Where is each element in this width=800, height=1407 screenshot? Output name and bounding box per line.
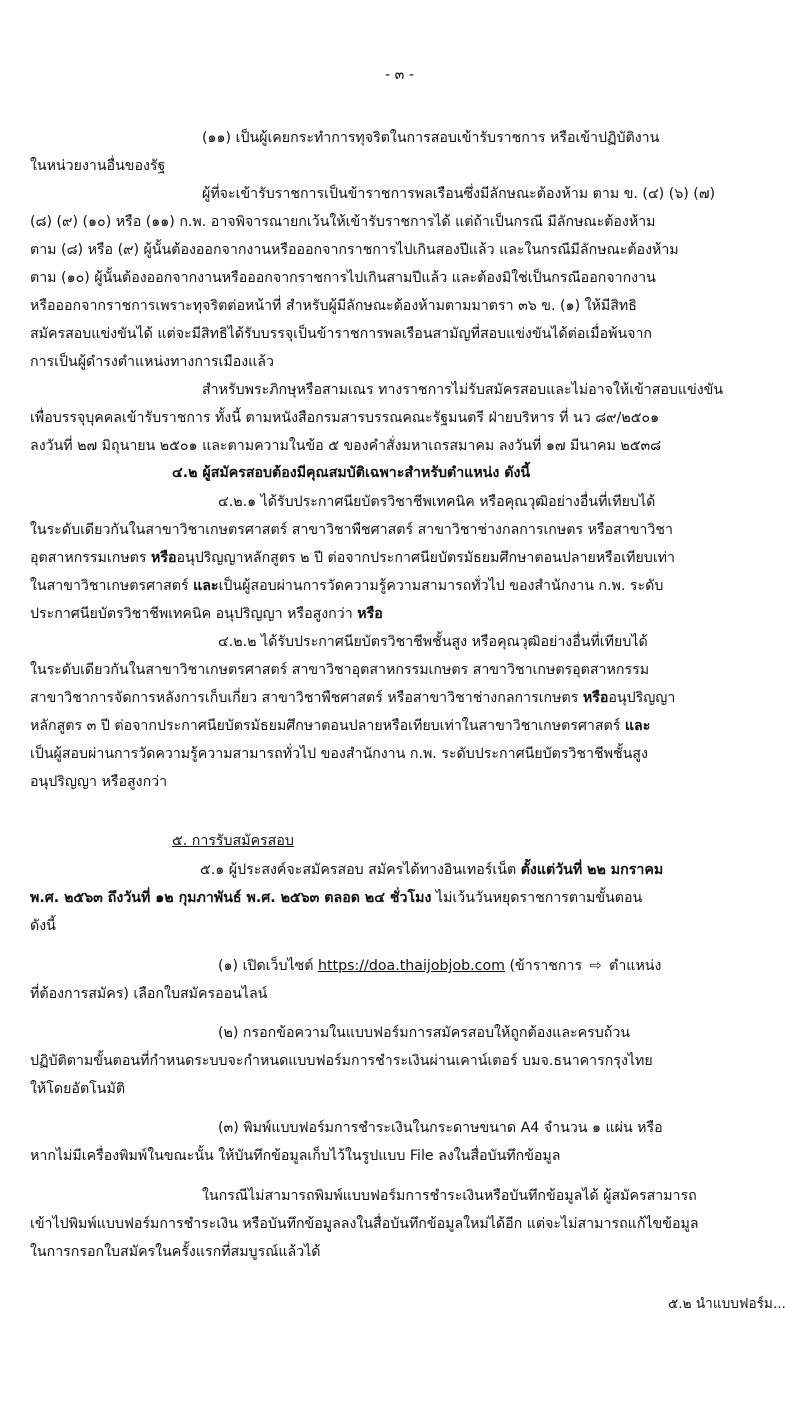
section-4-2-2-line-4: หลักสูตร ๓ ปี ต่อจากประกาศนียบัตรมัธยมศึกษาตอนปลายหรือเทียบเท่าในสาขาวิชาเกษตรศาสตร์ และ bbox=[30, 718, 651, 734]
exemption-line-1: ผู้ที่จะเข้ารับราชการเป็นข้าราชการพลเรือนซึ่งมีลักษณะต้องห้าม ตาม ข. (๔) (๖) (๗) bbox=[202, 186, 716, 202]
section-4-2-heading: ๔.๒ ผู้สมัครสอบต้องมีคุณสมบัติเฉพาะสำหรับตำแหน่ง ดังนี้ bbox=[172, 465, 531, 481]
section-5-1-line-1: ๕.๑ ผู้ประสงค์จะสมัครสอบ สมัครได้ทางอินเทอร์เน็ต ตั้งแต่วันที่ ๒๒ มกราคม bbox=[200, 862, 664, 878]
section-4-2-2-line-3: สาขาวิชาการจัดการหลังการเก็บเกี่ยว สาขาวิชาพืชศาสตร์ หรือสาขาวิชาช่างกลการเกษตร หรืออนุปริญญา bbox=[30, 690, 676, 706]
section-5-1-line-3: ดังนี้ bbox=[30, 918, 56, 934]
section-4-2-2-line-1: ๔.๒.๒ ได้รับประกาศนียบัตรวิชาชีพชั้นสูง หรือคุณวุฒิอย่างอื่นที่เทียบได้ bbox=[218, 634, 648, 650]
clause-11-line-1: (๑๑) เป็นผู้เคยกระทำการทุจริตในการสอบเข้ารับราชการ หรือเข้าปฏิบัติงาน bbox=[202, 130, 660, 146]
section-4-2-1-line-4: ในสาขาวิชาเกษตรศาสตร์ และเป็นผู้สอบผ่านการวัดความรู้ความสามารถทั่วไป ของสำนักงาน ก.พ. ระดับ bbox=[30, 578, 664, 594]
section-4-2-1-line-5: ประกาศนียบัตรวิชาชีพเทคนิค อนุปริญญา หรือสูงกว่า หรือ bbox=[30, 606, 383, 622]
exemption-line-4: ตาม (๑๐) ผู้นั้นต้องออกจากงานหรือออกจากราชการไปเกินสามปีแล้ว และต้องมิใช่เป็นกรณีออกจากงาน bbox=[30, 270, 656, 286]
monk-line-1: สำหรับพระภิกษุหรือสามเณร ทางราชการไม่รับสมัครสอบและไม่อาจให้เข้าสอบแข่งขัน bbox=[202, 382, 724, 398]
page-number: - ๓ - bbox=[385, 67, 414, 83]
section-5-heading: ๕. การรับสมัครสอบ bbox=[172, 833, 294, 849]
step-2-line-3: ให้โดยอัตโนมัติ bbox=[30, 1081, 126, 1097]
exemption-line-7: การเป็นผู้ดำรงตำแหน่งทางการเมืองแล้ว bbox=[30, 354, 274, 370]
step-1-line-2: ที่ต้องการสมัคร) เลือกใบสมัครออนไลน์ bbox=[30, 986, 268, 1002]
section-5-1-line-2: พ.ศ. ๒๕๖๓ ถึงวันที่ ๑๒ กุมภาพันธ์ พ.ศ. ๒๕๖๓ ตลอด ๒๔ ชั่วโมง ไม่เว้นวันหยุดราชการตามขั้นตอน bbox=[30, 890, 643, 906]
exemption-line-5: หรือออกจากราชการเพราะทุจริตต่อหน้าที่ สำหรับผู้มีลักษณะต้องห้ามตามมาตรา ๓๖ ข. (๑) ให้มีสิทธิ bbox=[30, 298, 637, 314]
section-4-2-1-line-3: อุตสาหกรรมเกษตร หรืออนุปริญญาหลักสูตร ๒ ปี ต่อจากประกาศนียบัตรมัธยมศึกษาตอนปลายหรือเทียบเท่า bbox=[30, 550, 675, 566]
right-arrow-icon: ⇨ bbox=[589, 958, 602, 974]
section-4-2-2-line-5: เป็นผู้สอบผ่านการวัดความรู้ความสามารถทั่วไป ของสำนักงาน ก.พ. ระดับประกาศนียบัตรวิชาชีพชั้นสูง bbox=[30, 746, 648, 762]
step-2-line-1: (๒) กรอกข้อความในแบบฟอร์มการสมัครสอบให้ถูกต้องและครบถ้วน bbox=[218, 1025, 631, 1041]
monk-line-3: ลงวันที่ ๒๗ มิถุนายน ๒๕๐๑ และตามความในข้อ ๕ ของคำสั่งมหาเถรสมาคม ลงวันที่ ๑๗ มีนาคม ๒๕๓๘ bbox=[30, 438, 662, 454]
step-3-line-1: (๓) พิมพ์แบบฟอร์มการชำระเงินในกระดาษขนาด A4 จำนวน ๑ แผ่น หรือ bbox=[218, 1120, 663, 1136]
print-fallback-line-3: ในการกรอกใบสมัครในครั้งแรกที่สมบูรณ์แล้วได้ bbox=[30, 1244, 321, 1260]
print-fallback-line-1: ในกรณีไม่สามารถพิมพ์แบบฟอร์มการชำระเงินหรือบันทึกข้อมูลได้ ผู้สมัครสามารถ bbox=[202, 1188, 697, 1204]
continuation-note: ๕.๒ นำแบบฟอร์ม... bbox=[668, 1296, 786, 1312]
exemption-line-6: สมัครสอบแข่งขันได้ แต่จะมีสิทธิได้รับบรรจุเป็นข้าราชการพลเรือนสามัญที่สอบแข่งขันได้ต่อเมื่อพ้นจาก bbox=[30, 326, 653, 342]
monk-line-2: เพื่อบรรจุบุคคลเข้ารับราชการ ทั้งนี้ ตามหนังสือกรมสารบรรณคณะรัฐมนตรี ฝ่ายบริหาร ที่ นว ๘๙/๒๕๐๑ bbox=[30, 410, 660, 426]
exemption-line-2: (๘) (๙) (๑๐) หรือ (๑๑) ก.พ. อาจพิจารณายกเว้นให้เข้ารับราชการได้ แต่ถ้าเป็นกรณี มีลักษณะต้องห้าม bbox=[30, 214, 656, 230]
registration-website-link[interactable]: https://doa.thaijobjob.com bbox=[317, 958, 505, 974]
section-4-2-2-line-6: อนุปริญญา หรือสูงกว่า bbox=[30, 774, 168, 790]
step-3-line-2: หากไม่มีเครื่องพิมพ์ในขณะนั้น ให้บันทึกข้อมูลเก็บไว้ในรูปแบบ File ลงในสื่อบันทึกข้อมูล bbox=[30, 1148, 561, 1164]
section-4-2-2-line-2: ในระดับเดียวกันในสาขาวิชาเกษตรศาสตร์ สาขาวิชาอุตสาหกรรมเกษตร สาขาวิชาเกษตรอุตสาหกรรม bbox=[30, 662, 650, 678]
clause-11-line-2: ในหน่วยงานอื่นของรัฐ bbox=[30, 158, 166, 174]
step-1-line-1: (๑) เปิดเว็บไซต์ https://doa.thaijobjob.com (ข้าราชการ ⇨ ตำแหน่ง bbox=[218, 955, 661, 977]
print-fallback-line-2: เข้าไปพิมพ์แบบฟอร์มการชำระเงิน หรือบันทึกข้อมูลลงในสื่อบันทึกข้อมูลใหม่ได้อีก แต่จะไม่สามารถแก้ไขข้อมูล bbox=[30, 1216, 699, 1232]
step-2-line-2: ปฏิบัติตามขั้นตอนที่กำหนดระบบจะกำหนดแบบฟอร์มการชำระเงินผ่านเคาน์เตอร์ บมจ.ธนาคารกรุงไทย bbox=[30, 1053, 653, 1069]
exemption-line-3: ตาม (๘) หรือ (๙) ผู้นั้นต้องออกจากงานหรือออกจากราชการไปเกินสองปีแล้ว และในกรณีมีลักษณะต้องห้าม bbox=[30, 242, 679, 258]
section-4-2-1-line-2: ในระดับเดียวกันในสาขาวิชาเกษตรศาสตร์ สาขาวิชาพืชศาสตร์ สาขาวิชาช่างกลการเกษตร หรือสาขาวิชา bbox=[30, 522, 673, 538]
section-4-2-1-line-1: ๔.๒.๑ ได้รับประกาศนียบัตรวิชาชีพเทคนิค หรือคุณวุฒิอย่างอื่นที่เทียบได้ bbox=[218, 494, 656, 510]
